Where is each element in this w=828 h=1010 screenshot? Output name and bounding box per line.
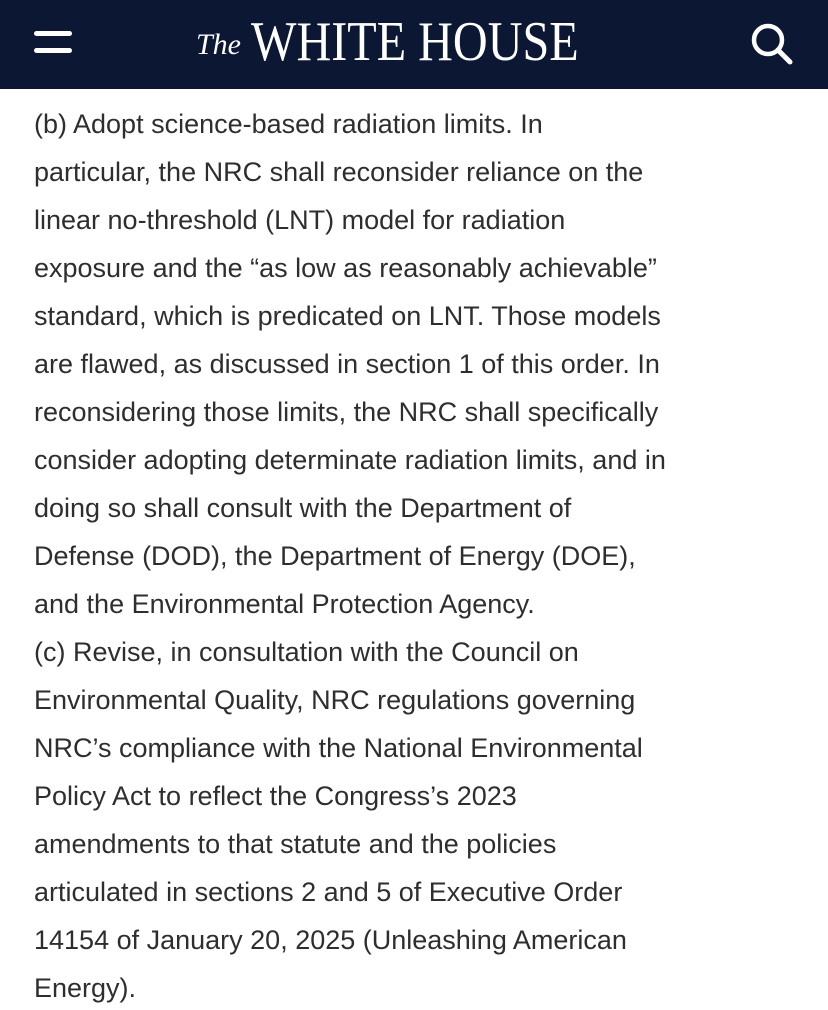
search-icon[interactable] — [748, 20, 796, 68]
paragraph-b: (b) Adopt science-based radiation limits. In particular, the NRC shall reconsider reliance on the linear no-threshold (LNT) model for radiation exposure and the “as low as reasonably achievable” standard, which is predicated on LNT. Those models are flawed, as discussed in section 1 of this order. In reconsidering those limits, the NRC shall specifically consider adopting determinate radiation limits, and in doing so shall consult with the Department of Defense (DOD), the Department of Energy (DOE), and the Environmental Protection Agency. — [34, 109, 666, 619]
logo-white-house: WHITE HOUSE — [250, 11, 579, 73]
site-header — [0, 0, 828, 89]
paragraph-c: (c) Revise, in consultation with the Council on Environmental Quality, NRC regulations governing NRC’s compliance with the National Environmental Policy Act to reflect the Congress’s 2023 amendments to that statute and the policies articulated in sections 2 and 5 of Executive Order 14154 of January 20, 2025 (Unleashing American Energy). — [34, 637, 643, 1003]
site-logo[interactable] — [0, 12, 828, 72]
logo-the: The — [195, 28, 241, 61]
search-icon-svg — [748, 20, 796, 68]
article-body — [34, 100, 804, 1010]
